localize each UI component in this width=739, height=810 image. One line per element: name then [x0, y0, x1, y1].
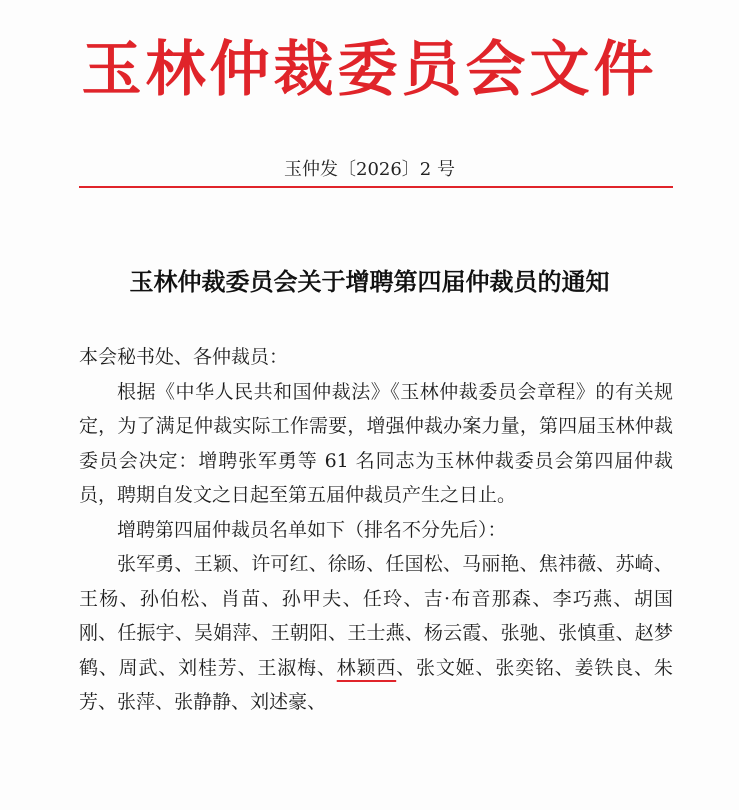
name-separator: 、: [119, 587, 140, 610]
name-separator: 、: [532, 587, 553, 610]
arbitrator-name: 任玲: [362, 587, 404, 610]
arbitrator-name: 张奕铭: [495, 656, 555, 679]
name-separator: 、: [615, 622, 635, 644]
name-separator: 、: [307, 691, 327, 713]
main-paragraph: 根据《中华人民共和国仲裁法》《玉林仲裁委员会章程》的有关规定，为了满足仲裁实际工作需要，增强仲裁办案力量，第四届玉林仲裁委员会决定：增聘张军勇等 61 名同志为玉林仲裁委员会第四届仲裁员，聘期自发文之日起至第五届仲裁员产生之日止。: [79, 380, 673, 506]
arbitrator-name: 马丽艳: [462, 553, 520, 575]
arbitrator-name: 杨云霞: [423, 622, 482, 644]
name-separator: 、: [634, 656, 654, 679]
name-separator: 、: [155, 691, 175, 713]
arbitrator-name: 肖苗: [220, 587, 262, 610]
arbitrator-name: 张文姬: [416, 656, 476, 679]
arbitrator-name: 苏崎: [615, 553, 654, 575]
name-separator: 、: [316, 656, 337, 679]
arbitrator-name: 许可红: [251, 553, 309, 575]
name-separator: 、: [475, 656, 496, 679]
name-separator: 、: [481, 622, 501, 644]
name-separator: 、: [174, 553, 194, 575]
arbitrator-name: 胡国刚: [79, 587, 673, 644]
arbitrator-name: 张慎重: [558, 622, 616, 644]
arbitrator-name: 林颖西: [336, 656, 397, 679]
arbitrator-name: 王朝阳: [270, 622, 329, 644]
notice-body: [79, 340, 673, 720]
arbitrator-name: 姜铁良: [574, 656, 635, 679]
name-separator: 、: [98, 622, 118, 644]
document-number: 玉仲发〔2026〕2 号: [284, 159, 455, 180]
arbitrator-name: 张驰: [500, 622, 539, 644]
arbitrator-name: 李巧燕: [552, 587, 614, 610]
name-separator: 、: [653, 553, 673, 575]
name-separator: 、: [342, 587, 363, 610]
arbitrator-name: 孙甲夫: [281, 587, 343, 610]
arbitrator-name: 刘述豪: [250, 691, 308, 713]
arbitrator-name-list: [79, 547, 673, 720]
arbitrator-name: 王士燕: [347, 622, 405, 644]
name-separator: 、: [396, 656, 417, 679]
name-separator: 、: [519, 553, 539, 575]
arbitrator-name: 徐旸: [327, 553, 367, 575]
name-separator: 、: [261, 587, 282, 610]
name-separator: 、: [613, 587, 634, 610]
name-separator: 、: [328, 622, 348, 644]
arbitrator-name: 张军勇: [117, 553, 175, 575]
arbitrator-name: 张萍: [117, 691, 156, 713]
arbitrator-name: 焦祎薇: [538, 553, 597, 575]
salutation: 本会秘书处、各仲裁员：: [79, 346, 289, 368]
arbitrator-name: 王杨: [79, 587, 120, 610]
name-separator: 、: [98, 656, 119, 679]
name-separator: 、: [158, 656, 179, 679]
arbitrator-name: 吉·布音那森: [423, 587, 533, 610]
name-separator: 、: [538, 622, 559, 644]
red-divider-line: [79, 186, 673, 188]
arbitrator-name: 赵梦鹤: [79, 622, 673, 679]
name-separator: 、: [366, 553, 386, 575]
arbitrator-name: 张静静: [174, 691, 232, 713]
name-separator: 、: [554, 656, 575, 679]
name-separator: 、: [231, 691, 251, 713]
name-separator: 、: [200, 587, 221, 610]
list-intro: 增聘第四届仲裁员名单如下（排名不分先后）：: [117, 518, 507, 541]
arbitrator-name: 王颖: [193, 553, 233, 575]
arbitrator-name: 孙伯松: [139, 587, 201, 610]
arbitrator-name: 周武: [118, 656, 159, 679]
name-separator: 、: [98, 691, 118, 713]
arbitrator-name: 任国松: [385, 553, 443, 575]
name-separator: 、: [251, 622, 271, 644]
document-masthead: 玉林仲裁委员会文件: [81, 35, 658, 105]
arbitrator-name: 刘桂芳: [178, 656, 238, 679]
name-separator: 、: [403, 587, 424, 610]
arbitrator-name: 任振宇: [117, 622, 175, 644]
name-separator: 、: [596, 553, 616, 575]
name-separator: 、: [404, 622, 424, 644]
arbitrator-name: 朱芳: [79, 656, 673, 713]
arbitrator-name: 王淑梅: [257, 656, 317, 679]
name-separator: 、: [237, 656, 258, 679]
name-separator: 、: [308, 553, 328, 575]
name-separator: 、: [442, 553, 463, 575]
name-separator: 、: [174, 622, 194, 644]
notice-title: 玉林仲裁委员会关于增聘第四届仲裁员的通知: [129, 268, 610, 296]
arbitrator-name: 吴娟萍: [194, 622, 252, 644]
name-separator: 、: [232, 553, 252, 575]
